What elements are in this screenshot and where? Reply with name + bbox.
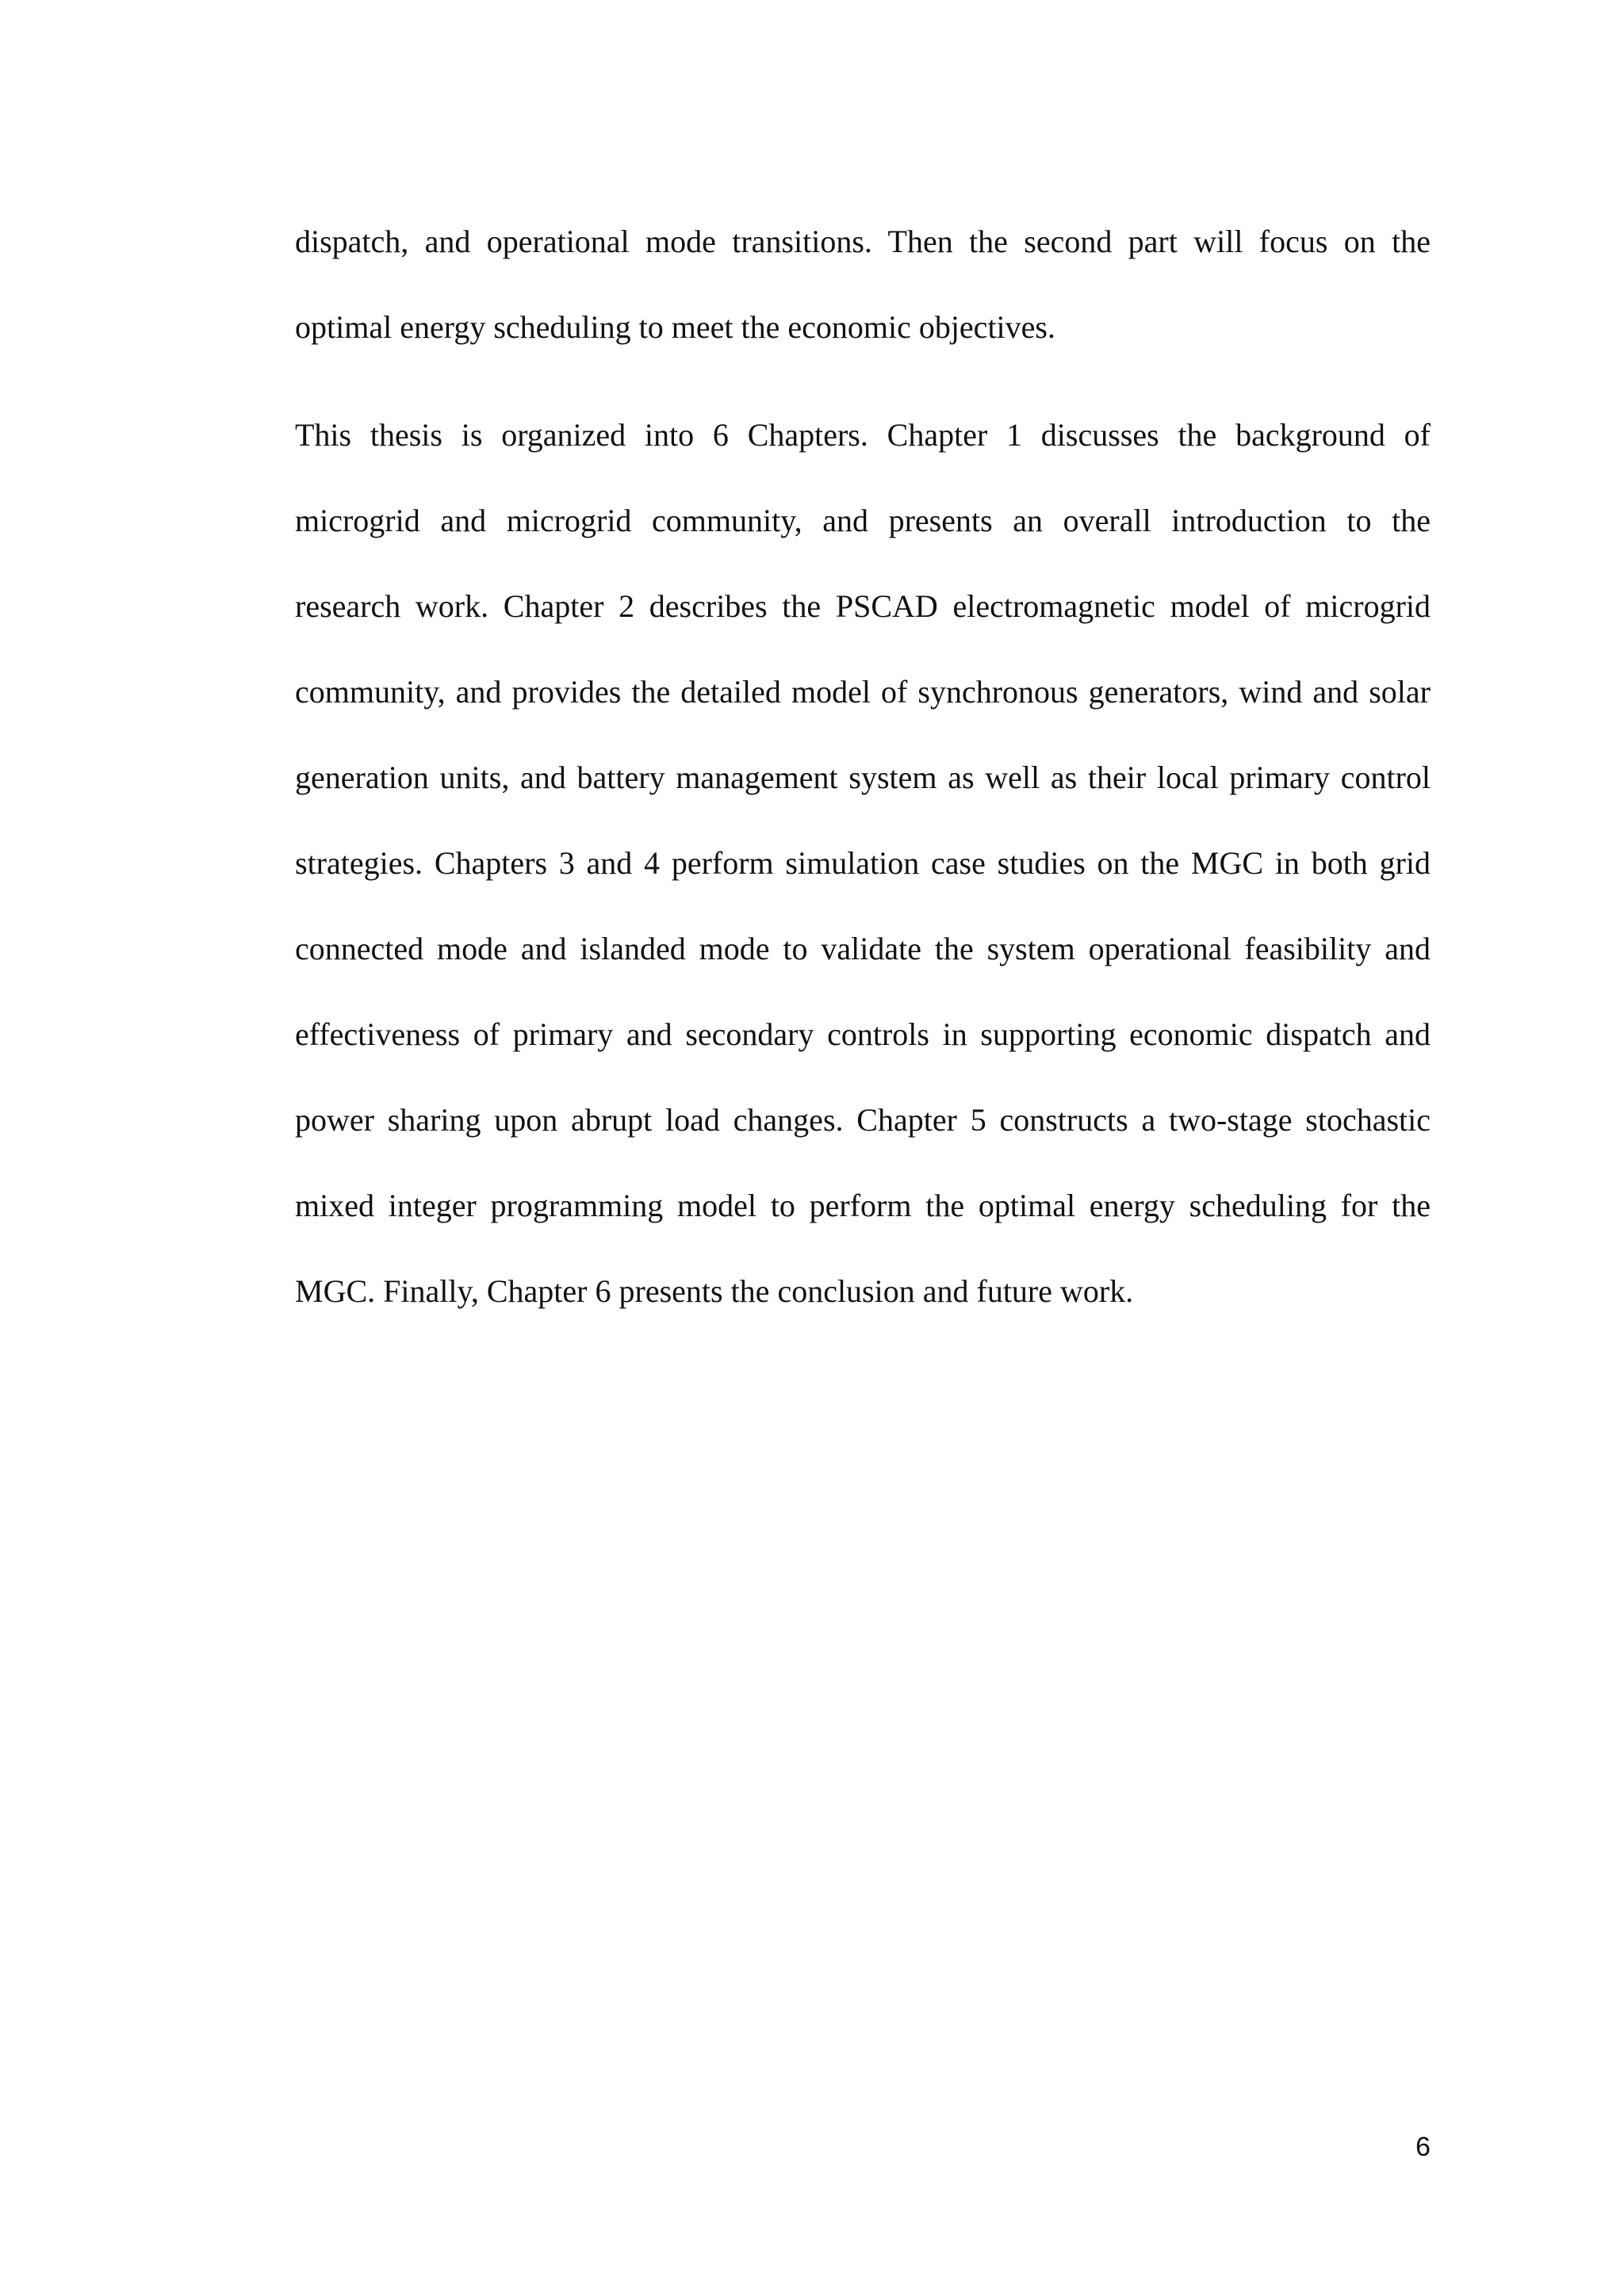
paragraph-2-line-7: connected mode and islanded mode to validate the system operational feasibility and xyxy=(295,931,1431,966)
paragraph-2-line-4: community, and provides the detailed model of synchronous generators, wind and solar xyxy=(295,674,1431,710)
page-number: 6 xyxy=(1415,2132,1431,2162)
paragraph-1-line-1: dispatch, and operational mode transitions. Then the second part will focus on the xyxy=(295,224,1431,259)
paragraph-2-line-5: generation units, and battery management system as well as their local primary control xyxy=(295,760,1431,795)
paragraph-2-line-6: strategies. Chapters 3 and 4 perform simulation case studies on the MGC in both grid xyxy=(295,845,1431,881)
paragraph-2-line-8: effectiveness of primary and secondary controls in supporting economic dispatch and xyxy=(295,1016,1431,1052)
paragraph-2-line-10: mixed integer programming model to perform the optimal energy scheduling for the xyxy=(295,1188,1431,1223)
paragraph-2-line-11: MGC. Finally, Chapter 6 presents the conclusion and future work. xyxy=(295,1273,1134,1309)
paragraph-1-line-2: optimal energy scheduling to meet the economic objectives. xyxy=(295,309,1055,345)
paragraph-2-line-3: research work. Chapter 2 describes the PSCAD electromagnetic model of microgrid xyxy=(295,588,1431,624)
paragraph-2-line-1: This thesis is organized into 6 Chapters. Chapter 1 discusses the background of xyxy=(295,417,1431,453)
paragraph-spacer xyxy=(295,381,1431,403)
body-text xyxy=(295,209,1431,1345)
paragraph-2-line-9: power sharing upon abrupt load changes. Chapter 5 constructs a two-stage stochastic xyxy=(295,1102,1431,1138)
paragraph-2-line-2: microgrid and microgrid community, and presents an overall introduction to the xyxy=(295,503,1431,538)
